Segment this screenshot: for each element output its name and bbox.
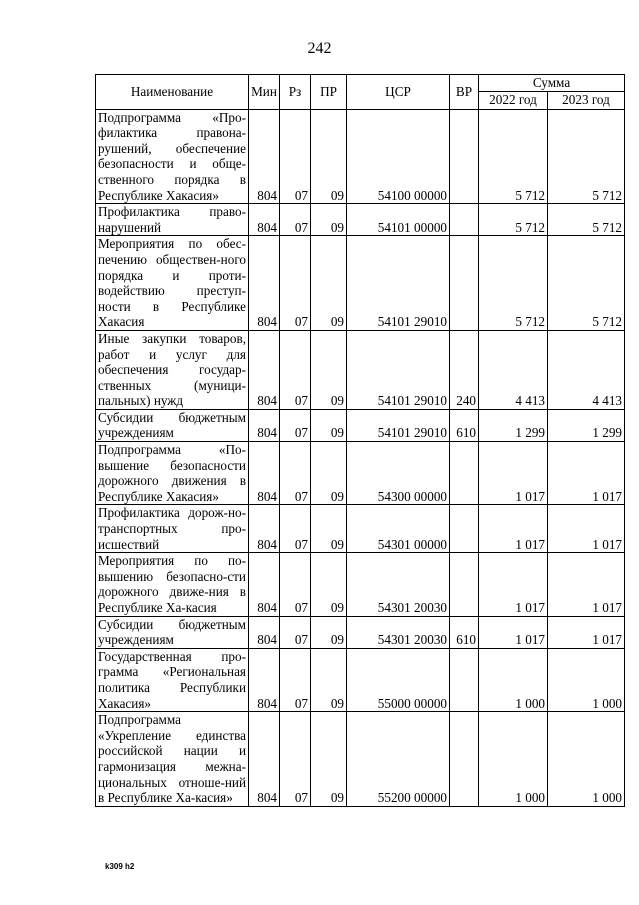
table-row: [96, 204, 625, 236]
table-row: [96, 409, 625, 441]
table-row: [96, 616, 625, 648]
cell-name: Подпрограмма «Укрепление единства российской нации и гармонизация межна-циональных отноше-ний в Республике Ха-касия»: [96, 712, 249, 807]
cell-vr: [450, 204, 479, 236]
cell-y2023: 1 000: [548, 712, 625, 807]
cell-vr: [450, 109, 479, 204]
cell-y2023: 5 712: [548, 109, 625, 204]
header-rz: Рз: [280, 75, 311, 110]
cell-csr: 54101 29010: [347, 330, 450, 409]
table-row: [96, 553, 625, 616]
cell-y2023: 1 000: [548, 648, 625, 711]
cell-csr: 54101 29010: [347, 236, 450, 331]
page-number: 242: [307, 40, 332, 57]
header-min: Мин: [249, 75, 280, 110]
cell-rz: 07: [280, 616, 311, 648]
cell-name: Государственная про-грамма «Региональная политика Республики Хакасия»: [96, 648, 249, 711]
cell-name: Субсидии бюджетным учреждениям: [96, 409, 249, 441]
cell-min: 804: [249, 648, 280, 711]
cell-y2022: 5 712: [479, 236, 548, 331]
budget-table: [95, 74, 625, 807]
cell-y2023: 5 712: [548, 204, 625, 236]
cell-y2022: 1 299: [479, 409, 548, 441]
cell-csr: 55200 00000: [347, 712, 450, 807]
cell-name: Подпрограмма «По-вышение безопасности дорожного движения в Республике Хакасия»: [96, 442, 249, 505]
cell-min: 804: [249, 712, 280, 807]
cell-y2023: 5 712: [548, 236, 625, 331]
header-2022: 2022 год: [479, 91, 548, 109]
cell-pr: 09: [311, 712, 347, 807]
cell-min: 804: [249, 442, 280, 505]
header-sum: Сумма: [479, 75, 625, 92]
cell-vr: 610: [450, 409, 479, 441]
cell-pr: 09: [311, 648, 347, 711]
cell-rz: 07: [280, 712, 311, 807]
cell-pr: 09: [311, 204, 347, 236]
table-row: [96, 236, 625, 331]
cell-name: Мероприятия по по-вышению безопасно-сти дорожного движе-ния в Республике Ха-касия: [96, 553, 249, 616]
cell-vr: [450, 712, 479, 807]
cell-pr: 09: [311, 442, 347, 505]
cell-vr: [450, 553, 479, 616]
cell-pr: 09: [311, 236, 347, 331]
table-row: [96, 505, 625, 553]
cell-y2022: 5 712: [479, 204, 548, 236]
header-csr: ЦСР: [347, 75, 450, 110]
cell-name: Подпрограмма «Про-филактика правона-рушений, обеспечение безопасности и обще-ственного порядка в Республике Хакасия»: [96, 109, 249, 204]
cell-y2023: 1 299: [548, 409, 625, 441]
cell-rz: 07: [280, 330, 311, 409]
cell-rz: 07: [280, 648, 311, 711]
cell-csr: 54101 00000: [347, 204, 450, 236]
cell-min: 804: [249, 204, 280, 236]
cell-rz: 07: [280, 109, 311, 204]
cell-rz: 07: [280, 505, 311, 553]
cell-pr: 09: [311, 616, 347, 648]
cell-y2022: 1 017: [479, 442, 548, 505]
cell-y2023: 1 017: [548, 553, 625, 616]
header-pr: ПР: [311, 75, 347, 110]
table-row: [96, 442, 625, 505]
cell-y2022: 1 000: [479, 712, 548, 807]
cell-min: 804: [249, 109, 280, 204]
cell-csr: 54101 29010: [347, 409, 450, 441]
cell-name: Мероприятия по обес-печению обществен-ного порядка и проти-водействию преступ-ности в Республике Хакасия: [96, 236, 249, 331]
cell-y2022: 1 017: [479, 616, 548, 648]
cell-csr: 54100 00000: [347, 109, 450, 204]
table-row: [96, 712, 625, 807]
cell-y2022: 5 712: [479, 109, 548, 204]
cell-name: Иные закупки товаров, работ и услуг для обеспечения государ-ственных (муници-пальных) нужд: [96, 330, 249, 409]
cell-min: 804: [249, 236, 280, 331]
cell-vr: 240: [450, 330, 479, 409]
table-row: [96, 109, 625, 204]
cell-name: Профилактика право-нарушений: [96, 204, 249, 236]
cell-y2023: 1 017: [548, 442, 625, 505]
cell-min: 804: [249, 409, 280, 441]
table-row: [96, 648, 625, 711]
cell-y2022: 4 413: [479, 330, 548, 409]
cell-min: 804: [249, 553, 280, 616]
cell-csr: 54300 00000: [347, 442, 450, 505]
header-2023: 2023 год: [548, 91, 625, 109]
cell-csr: 54301 00000: [347, 505, 450, 553]
cell-y2022: 1 017: [479, 505, 548, 553]
cell-rz: 07: [280, 236, 311, 331]
cell-name: Профилактика дорож-но-транспортных про-исшествий: [96, 505, 249, 553]
cell-y2023: 1 017: [548, 616, 625, 648]
cell-name: Субсидии бюджетным учреждениям: [96, 616, 249, 648]
cell-csr: 54301 20030: [347, 616, 450, 648]
cell-rz: 07: [280, 409, 311, 441]
header-vr: ВР: [450, 75, 479, 110]
cell-pr: 09: [311, 505, 347, 553]
table-row: [96, 330, 625, 409]
cell-min: 804: [249, 505, 280, 553]
cell-min: 804: [249, 616, 280, 648]
cell-pr: 09: [311, 553, 347, 616]
cell-vr: [450, 236, 479, 331]
cell-csr: 55000 00000: [347, 648, 450, 711]
cell-y2022: 1 017: [479, 553, 548, 616]
cell-vr: [450, 648, 479, 711]
cell-rz: 07: [280, 204, 311, 236]
header-name: Наименование: [96, 75, 249, 110]
cell-pr: 09: [311, 409, 347, 441]
cell-vr: [450, 442, 479, 505]
cell-y2023: 4 413: [548, 330, 625, 409]
footer-code: k309 h2: [105, 862, 135, 871]
cell-vr: [450, 505, 479, 553]
cell-y2022: 1 000: [479, 648, 548, 711]
cell-rz: 07: [280, 442, 311, 505]
cell-min: 804: [249, 330, 280, 409]
cell-y2023: 1 017: [548, 505, 625, 553]
cell-vr: 610: [450, 616, 479, 648]
cell-pr: 09: [311, 330, 347, 409]
cell-rz: 07: [280, 553, 311, 616]
cell-pr: 09: [311, 109, 347, 204]
cell-csr: 54301 20030: [347, 553, 450, 616]
